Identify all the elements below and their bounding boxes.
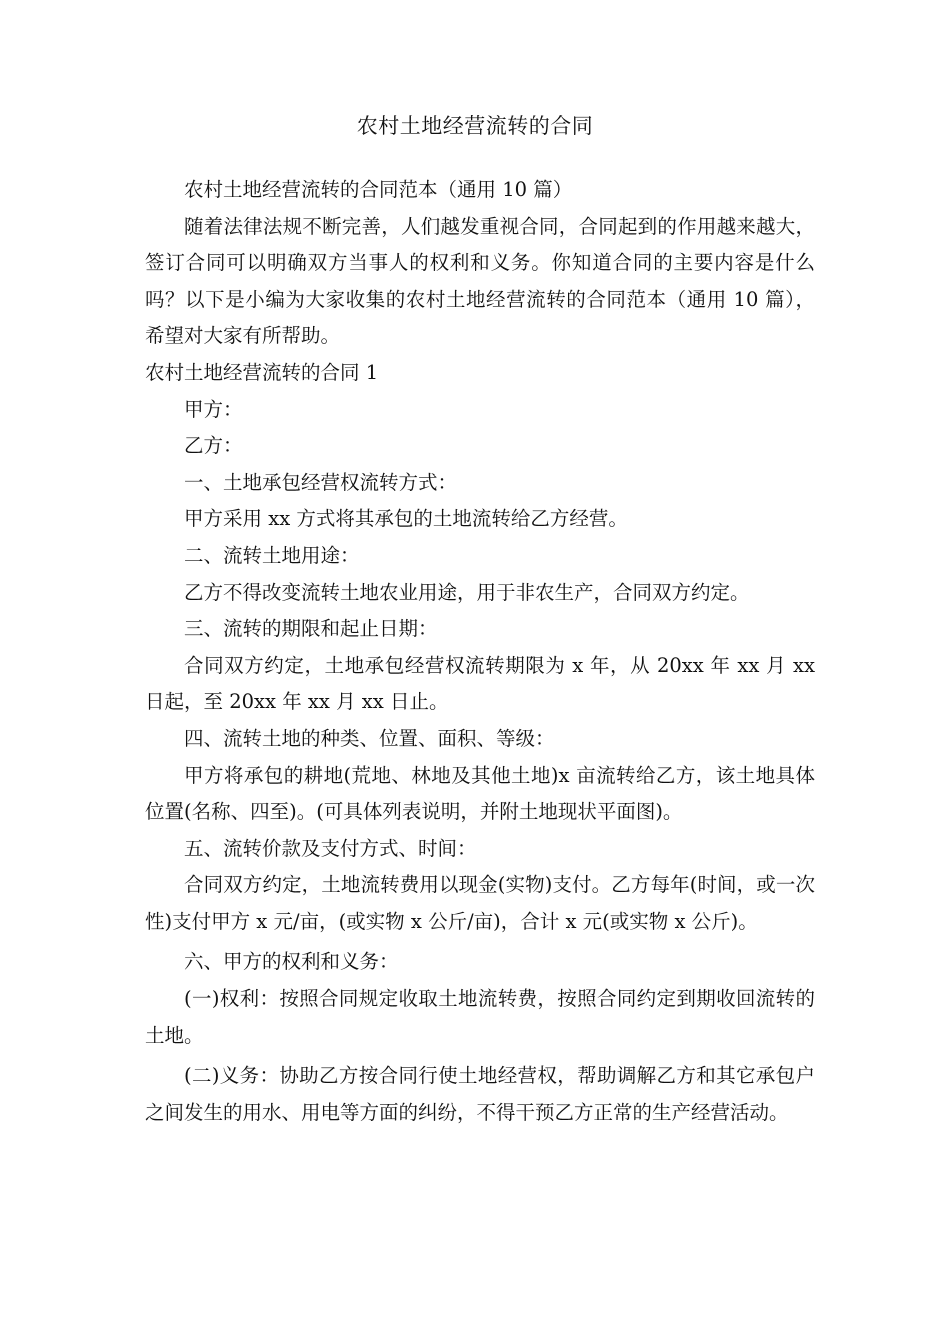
paragraph-subtitle: 农村土地经营流转的合同范本（通用 10 篇） bbox=[184, 178, 573, 201]
paragraph-clause-3-body: 合同双方约定，土地承包经营权流转期限为 x 年，从 20xx 年 xx 月 xx 日起，至 20xx 年 xx 月 xx 日止。 bbox=[145, 653, 815, 714]
paragraph-clause-6-heading: 六、甲方的权利和义务： bbox=[184, 950, 399, 974]
paragraph-clause-1-heading: 一、土地承包经营权流转方式： bbox=[184, 470, 458, 494]
paragraph-clause-5-body: 合同双方约定，土地流转费用以现金(实物)支付。乙方每年(时间，或一次性)支付甲方 x 元/亩，(或实物 x 公斤/亩)，合计 x 元(或实物 x 公斤)。 bbox=[145, 873, 815, 933]
paragraph-party-a: 甲方： bbox=[184, 397, 243, 421]
paragraph-clause-6-duties: (二)义务：协助乙方按合同行使土地经营权，帮助调解乙方和其它承包户之间发生的用水、用电等方面的纠纷，不得干预乙方正常的生产经营活动。 bbox=[145, 1064, 815, 1124]
paragraph-clause-6-rights: (一)权利：按照合同规定收取土地流转费，按照合同约定到期收回流转的土地。 bbox=[145, 987, 815, 1047]
paragraph-clause-1-body: 甲方采用 xx 方式将其承包的土地流转给乙方经营。 bbox=[184, 507, 628, 531]
paragraph-clause-2-heading: 二、流转土地用途： bbox=[184, 543, 360, 567]
paragraph-clause-4-body: 甲方将承包的耕地(荒地、林地及其他土地)x 亩流转给乙方，该土地具体位置(名称、四至)。(可具体列表说明，并附土地现状平面图)。 bbox=[145, 763, 815, 824]
paragraph-clause-3-heading: 三、流转的期限和起止日期： bbox=[184, 617, 438, 641]
paragraph-clause-5-heading: 五、流转价款及支付方式、时间： bbox=[184, 836, 477, 860]
paragraph-intro: 随着法律法规不断完善，人们越发重视合同，合同起到的作用越来越大，签订合同可以明确双方当事人的权利和义务。你知道合同的主要内容是什么吗？以下是小编为大家收集的农村土地经营流转的合同范本（通用 10 篇），希望对大家有所帮助。 bbox=[145, 214, 815, 348]
paragraph-clause-2-body: 乙方不得改变流转土地农业用途，用于非农生产，合同双方约定。 bbox=[184, 580, 750, 604]
paragraph-section-heading: 农村土地经营流转的合同 1 bbox=[145, 360, 379, 384]
document-body bbox=[145, 172, 815, 1131]
document-title: 农村土地经营流转的合同 bbox=[356, 114, 594, 138]
paragraph-clause-4-heading: 四、流转土地的种类、位置、面积、等级： bbox=[184, 726, 555, 750]
paragraph-party-b: 乙方： bbox=[184, 434, 243, 458]
